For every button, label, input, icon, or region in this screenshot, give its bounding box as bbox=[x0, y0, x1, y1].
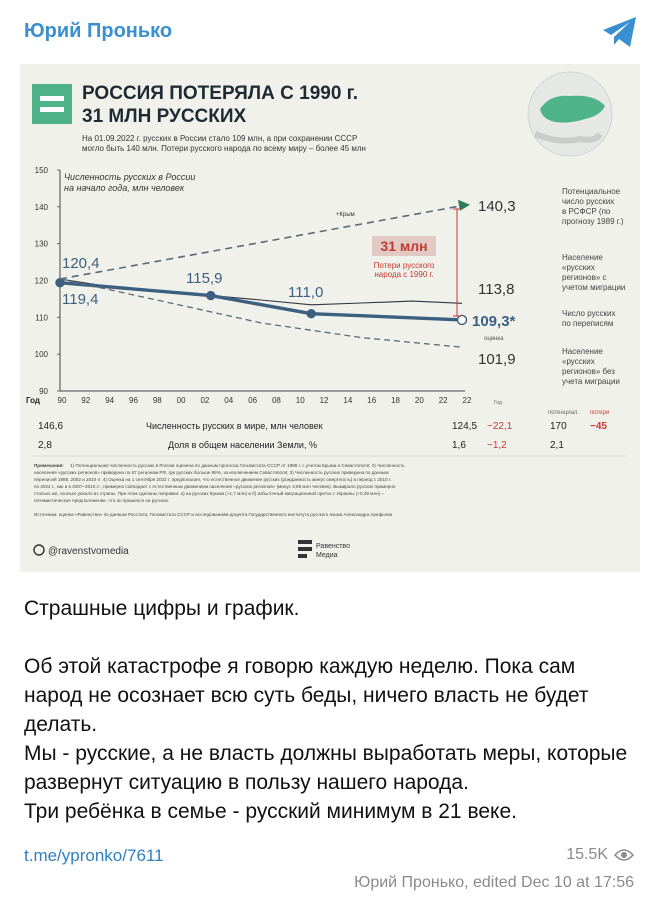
krym-label: +Крым bbox=[336, 212, 355, 218]
infographic-title-2: 31 МЛН РУССКИХ bbox=[82, 106, 247, 127]
legend-nomig-4: учета миграции bbox=[562, 377, 620, 386]
x-tick-label: 08 bbox=[271, 396, 281, 405]
globe-icon bbox=[528, 72, 612, 156]
legend-migration-4: учетом миграции bbox=[562, 283, 626, 292]
post-paragraph-2: Об этой катастрофе я говорю каждую неделю. Пока сам народ не осознает всю суть беды, ничего власть не будет делать. bbox=[24, 655, 589, 736]
post-link[interactable]: t.me/ypronko/7611 bbox=[24, 846, 164, 865]
world-v4: −45 bbox=[590, 421, 607, 432]
x-tick-label: 10 bbox=[295, 396, 305, 405]
x-tick-label: 14 bbox=[343, 396, 353, 405]
x-tick-label: 06 bbox=[248, 396, 258, 405]
legend-potential-2: число русских bbox=[562, 197, 615, 206]
y-tick-label: 100 bbox=[34, 350, 48, 360]
chart-note-1: Численность русских в России bbox=[64, 172, 196, 182]
legend-potential-4: прогнозу 1989 г.) bbox=[562, 217, 624, 226]
post-paragraph-1: Страшные цифры и график. bbox=[24, 597, 300, 620]
legend-migration-1: Население bbox=[562, 253, 603, 262]
x-tick-label: 16 bbox=[367, 396, 377, 405]
census-point bbox=[207, 292, 215, 300]
loss-text-2: народа с 1990 г. bbox=[374, 270, 434, 279]
post-paragraph-3: Мы - русские, а не власть должны выработать меры, которые развернут ситуацию в пользу нашего народа. bbox=[24, 742, 628, 794]
at-icon bbox=[34, 545, 44, 555]
post-paragraph-4: Три ребёнка в семье - русский минимум в 21 веке. bbox=[24, 800, 517, 823]
notes-line-3: переписей 1989, 2002 и 2010 гг. 4) Оценка на 1 сентября 2022 г. предполагает, что естественное движение русских (рождаемость минус смертность) в период с 2010 г. bbox=[34, 477, 392, 482]
views-counter bbox=[566, 846, 634, 864]
footer-brand-1: Равенство bbox=[316, 543, 350, 550]
post-header bbox=[0, 0, 658, 62]
channel-name[interactable]: Юрий Пронько bbox=[24, 20, 173, 42]
legend-potential-1: Потенциальное bbox=[562, 187, 621, 196]
legend-nomig-2: «русских bbox=[562, 357, 595, 366]
x-tick-label: 22 bbox=[438, 396, 448, 405]
world-v2: −22,1 bbox=[487, 421, 513, 432]
x-tick-label: 20 bbox=[414, 396, 424, 405]
notes-line-5: столько же, сколько уехало из страны. При этом сделаны поправки: а) на русских Крыма (+1,7 млн) и б) избыточный миграционный приток с Украины (+0,49 млн) – bbox=[34, 491, 385, 496]
year-axis-label: Год bbox=[26, 396, 40, 405]
telegram-icon[interactable] bbox=[600, 14, 640, 50]
equality-logo-icon bbox=[32, 84, 72, 124]
ravenstvo-logo-icon bbox=[298, 540, 312, 558]
label-potential: 140,3 bbox=[478, 198, 516, 215]
world-v3: 170 bbox=[550, 421, 567, 432]
notes-label: Примечания: bbox=[34, 463, 64, 468]
legend-census-2: по переписям bbox=[562, 319, 614, 328]
census-point bbox=[307, 310, 315, 318]
year-note: Год bbox=[494, 400, 502, 406]
x-tick-label: 94 bbox=[105, 396, 115, 405]
y-tick-label: 140 bbox=[34, 202, 48, 212]
eye-icon bbox=[614, 848, 634, 862]
world-v1: 124,5 bbox=[452, 421, 478, 432]
y-tick-label: 120 bbox=[34, 276, 48, 286]
stats-table bbox=[34, 400, 626, 456]
share-v1: 1,6 bbox=[452, 440, 466, 451]
footer-handle: @ravenstvomedia bbox=[48, 546, 129, 557]
x-tick-label: 90 bbox=[57, 396, 67, 405]
x-tick-label: 96 bbox=[129, 396, 138, 405]
share-v3: 2,1 bbox=[550, 440, 564, 451]
share-label: Доля в общем населении Земли, % bbox=[168, 440, 317, 450]
population-chart bbox=[26, 166, 625, 405]
share-left: 2,8 bbox=[38, 440, 52, 451]
notes-block bbox=[34, 463, 405, 517]
label-2002: 115,9 bbox=[186, 270, 223, 287]
infographic-footer bbox=[34, 540, 350, 559]
y-tick-label: 110 bbox=[35, 313, 48, 323]
world-label: Численность русских в мире, млн человек bbox=[146, 421, 323, 431]
notes-line-1: 1) Потенциальная численность русских в России оценена по данным прогноза Госкомстата СССР от 1989 г. с учетом Крыма и Севастополя; 2) Численность bbox=[70, 463, 405, 468]
y-tick-label: 150 bbox=[34, 166, 48, 175]
infographic-image[interactable] bbox=[20, 64, 640, 572]
label-start-bottom: 119,4 bbox=[62, 291, 99, 308]
footer-brand-2: Медиа bbox=[316, 552, 338, 559]
world-left: 146,6 bbox=[38, 421, 64, 432]
x-tick-label: 04 bbox=[224, 396, 234, 405]
y-tick-label: 130 bbox=[34, 239, 48, 249]
label-start-top: 120,4 bbox=[62, 255, 100, 272]
col-header-loss: потери bbox=[590, 410, 610, 416]
legend-migration-3: регионов» с bbox=[562, 273, 607, 282]
label-2010: 111,0 bbox=[288, 284, 324, 301]
label-no-migration: 101,9 bbox=[478, 351, 516, 368]
x-tick-label: 22 bbox=[462, 396, 472, 405]
infographic-title-1: РОССИЯ ПОТЕРЯЛА С 1990 г. bbox=[82, 83, 358, 104]
x-tick-label: 18 bbox=[391, 396, 400, 405]
legend-census-1: Число русских bbox=[562, 309, 616, 318]
census-point bbox=[458, 315, 467, 324]
share-v2: −1,2 bbox=[487, 440, 507, 451]
post-text bbox=[24, 594, 638, 826]
x-tick-label: 92 bbox=[81, 396, 91, 405]
legend-nomig-3: регионов» без bbox=[562, 367, 615, 376]
x-tick-label: 00 bbox=[176, 396, 186, 405]
infographic-subtitle-2: могло быть 140 млн. Потери русского народа по всему миру – более 45 млн bbox=[82, 144, 366, 153]
y-tick-label: 90 bbox=[39, 387, 48, 396]
views-count: 15.5K bbox=[566, 846, 608, 863]
notes-line-6: оптимистическое предположение, что он пришелся на русских. bbox=[34, 498, 170, 503]
notes-line-4: по 2022 г., как и в 2007–2010 гг., примерно совпадает с естественным движением населения «русских регионов» (минус 3,89 млн человек). Вымирало русских примерно bbox=[34, 484, 396, 489]
chart-note-2: на начало года, млн человек bbox=[64, 183, 185, 193]
legend-nomig-1: Население bbox=[562, 347, 603, 356]
x-tick-label: 98 bbox=[152, 396, 162, 405]
notes-line-2: населения «русских регионов» приведена по 57 регионам РФ, где русских больше 88%, за исключением Севастополя; 3) Численность русских приведена по данным bbox=[34, 470, 389, 475]
label-migration: 113,8 bbox=[478, 281, 515, 298]
loss-value: 31 млн bbox=[380, 238, 428, 254]
legend-migration-2: «русских bbox=[562, 263, 595, 272]
col-header-potential: потенциал. bbox=[548, 410, 580, 416]
infographic-subtitle-1: На 01.09.2022 г. русских в России стало 109 млн, а при сохранении СССР bbox=[82, 134, 358, 143]
legend-potential-3: в РСФСР (по bbox=[562, 207, 611, 216]
loss-text-1: Потери русского bbox=[373, 261, 435, 270]
x-tick-label: 02 bbox=[200, 396, 210, 405]
post-meta: Юрий Пронько, edited Dec 10 at 17:56 bbox=[354, 874, 634, 891]
label-census-note: оценка bbox=[484, 336, 504, 342]
source-text: Источники: оценка «Равенства» по данным Росстата, Госкомстата СССР и исследованиям доцента Государственного института русского языка Александра Арефьева bbox=[34, 512, 393, 517]
label-census: 109,3* bbox=[472, 313, 516, 330]
x-tick-label: 12 bbox=[319, 396, 329, 405]
